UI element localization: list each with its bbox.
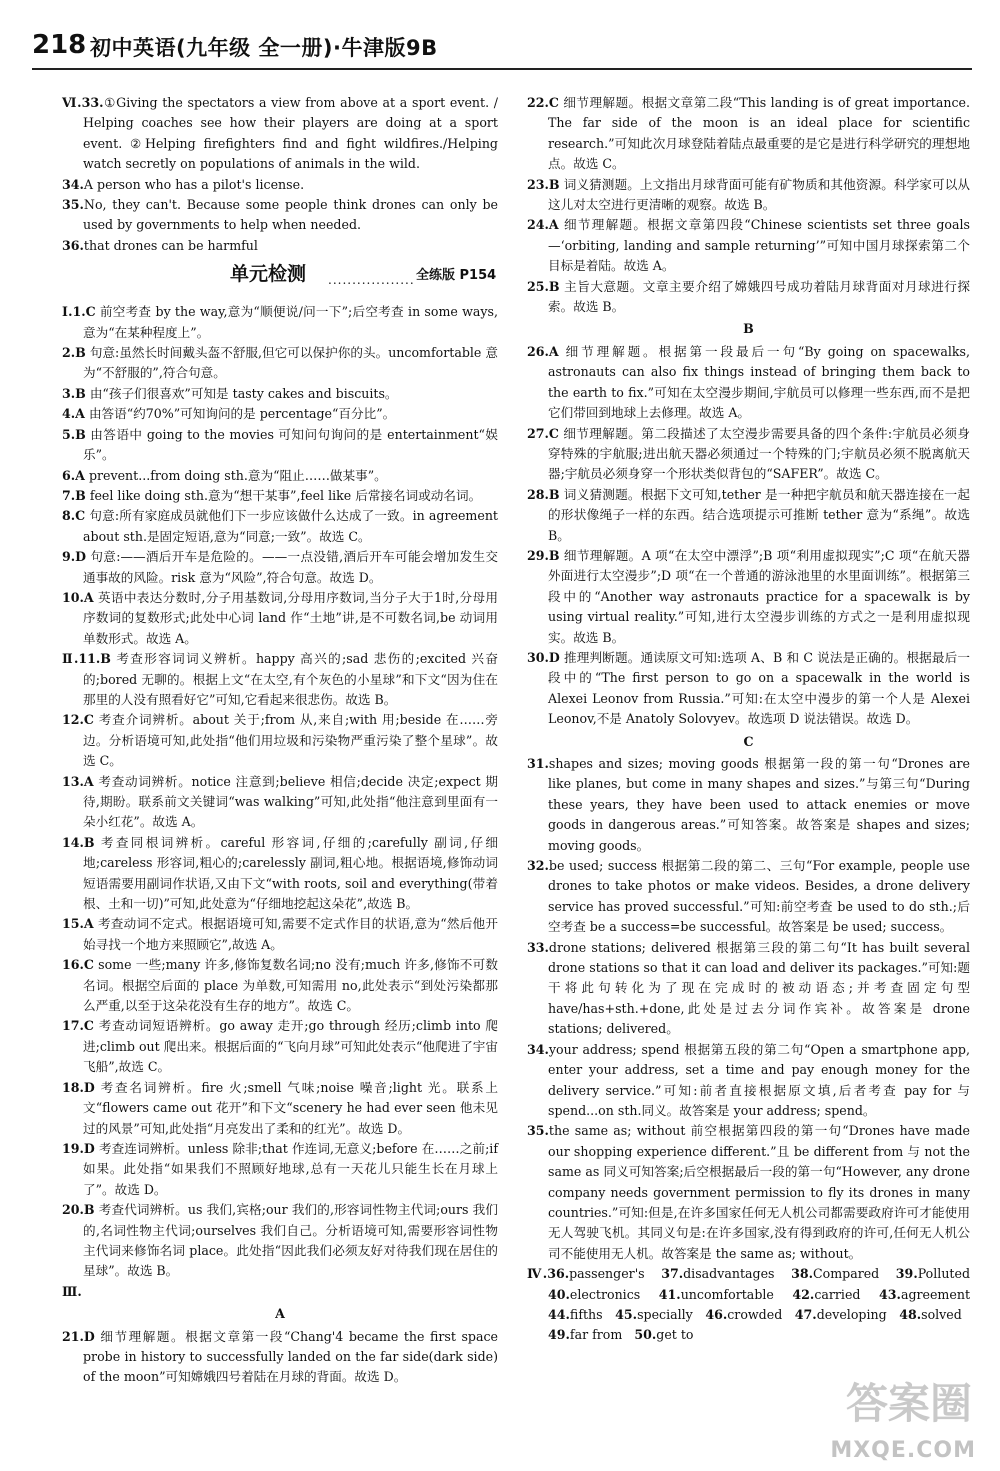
- watermark-url: MXQE.COM: [830, 1438, 976, 1463]
- answer-text: drone stations; delivered 根据第三段的第二句“It has built several drone stations so that it can load and deliver its packages.”可知:题干将此句转化为了现在完成时的被动语态;并考查固定句型 have/has+sth.+done,此处是过去分词作宾补。故答案是 drone stations; delivered。: [548, 939, 970, 1037]
- answer-text: be used; success 根据第二段的第二、三句“For example, people use drones to take photos or make videos. Besides, a drone delivery service has proved successful.”可知:前空考查 be used to do sth.;后空考查 be a success=be successful。故答案是 be used; success。: [548, 858, 970, 935]
- answer-text: 由答语中 going to the movies 可知问句询问的是 entertainment“娱乐”。: [83, 426, 498, 463]
- answer-item: [527, 342, 970, 424]
- answer-word: solved: [921, 1306, 962, 1322]
- answer-word: Compared: [812, 1266, 880, 1282]
- answer-text: 考查同根词辨析。careful 形容词,仔细的;carefully 副词,仔细地;careless 形容词,粗心的;carelessly 副词,粗心地。根据语境,修饰动词短语需要用副词作状语,又由下文“with roots, soil and everything(带着根、土和一切)”可知,此处意为“仔细地挖起这朵花”,故选 B。: [83, 834, 498, 912]
- answer-number: 46.: [705, 1306, 728, 1322]
- answer-number: 48.: [899, 1306, 922, 1322]
- section-iv-label: Ⅳ.: [527, 1266, 548, 1282]
- answer-number: 22.C: [527, 95, 559, 110]
- answer-text: 词义猜测题。上文指出月球背面可能有矿物质和其他资源。科学家可以从这儿对太空进行更清晰的观察。故选 B。: [548, 176, 971, 213]
- answer-number: 3.B: [62, 385, 86, 401]
- answer-item: [62, 404, 498, 424]
- answer-number: 35.: [62, 197, 84, 213]
- answer-text: 主旨大意题。文章主要介绍了嫦娥四号成功着陆月球背面对月球进行探索。故选 B。: [548, 278, 970, 315]
- answer-word: uncomfortable: [680, 1286, 774, 1302]
- answer-word: crowded: [727, 1306, 783, 1322]
- page-reference: 全练版 P154: [416, 268, 497, 284]
- answer-number: 49.: [548, 1327, 570, 1343]
- answer-text: 细节理解题。根据文章第一段“Chang'4 became the first space probe in history to successfully landed on the far side(dark side) of the moon”可知嫦娥四号着陆在月球的背面。故选 D。: [83, 1328, 498, 1385]
- answer-number: 30.D: [527, 649, 560, 665]
- answer-number: 16.C: [62, 957, 94, 973]
- answer-number: 38.: [791, 1266, 813, 1282]
- answer-item: [62, 1078, 498, 1139]
- header-rule: [32, 68, 972, 70]
- section-vi-label: Ⅵ.: [62, 95, 82, 110]
- answer-item: [62, 1016, 498, 1077]
- answer-word: specially: [637, 1306, 693, 1322]
- leader-dots: ..................: [328, 273, 415, 288]
- answer-word: agreement: [900, 1286, 971, 1302]
- answer-text: 考查连词辨析。unless 除非;that 作连词,无意义;before 在……之前;if 如果。此处指“如果我们不照顾好地球,总有一天花儿只能生长在月球上了”。故选 D。: [83, 1140, 499, 1197]
- watermark: [802, 1371, 982, 1463]
- answer-number: 33.: [527, 939, 549, 955]
- answer-item: [62, 1200, 498, 1282]
- answer-number: 6.A: [62, 467, 85, 483]
- answer-item: [62, 486, 498, 506]
- answer-number: 14.B: [62, 834, 95, 850]
- unit-test-title: 单元检测: [230, 263, 307, 286]
- answer-text: 细节理解题。根据第一段最后一句“By going on spacewalks, astronauts can also fix things instead of bringing them back to the earth to fix.”可知在太空漫步期间,宇航员可以修理一些东西,而不是把它们带回到地球上去修理。故选 A。: [548, 343, 970, 421]
- answer-number: 8.C: [62, 508, 86, 524]
- answer-number: 9.D: [62, 549, 87, 565]
- answer-item: [62, 772, 498, 833]
- answer-item: [527, 277, 970, 318]
- book-title: 初中英语(九年级 全一册)·牛津版9B: [90, 36, 438, 60]
- answer-text: 句意:虽然长时间戴头盔不舒服,但它可以保护你的头。uncomfortable 意为“不舒服的”,符合句意。: [83, 345, 498, 381]
- answer-number: 42.: [792, 1286, 815, 1302]
- unit-test-heading: [62, 264, 498, 294]
- answer-word: far from: [569, 1327, 623, 1343]
- answer-item: [62, 1327, 498, 1388]
- answer-text: A person who has a pilot's license.: [83, 176, 305, 192]
- answer-number: 43.: [879, 1286, 901, 1302]
- answer-number: 4.A: [62, 406, 85, 422]
- answer-item: [62, 236, 498, 256]
- answer-number: 37.: [661, 1266, 684, 1282]
- answer-number: 11.B: [78, 651, 111, 667]
- answer-number: 27.C: [527, 425, 559, 441]
- answer-number: 1.C: [72, 304, 96, 320]
- answer-text: 由“孩子们很喜欢”可知是 tasty cakes and biscuits。: [89, 385, 398, 401]
- answer-number: 19.D: [62, 1140, 95, 1156]
- answer-text: 考查形容词词义辨析。happy 高兴的;sad 悲伤的;excited 兴奋的;bored 无聊的。根据上文“在太空,有个灰色的小星球”和下文“因为住在那里的人没有照看好它”可知,它看起来很悲伤。故选 B。: [83, 651, 498, 707]
- left-column: [62, 93, 498, 1388]
- answer-number: 35.: [527, 1123, 549, 1139]
- answer-number: 36.: [62, 237, 84, 253]
- answer-number: 21.D: [62, 1328, 95, 1344]
- answer-number: 17.C: [62, 1018, 94, 1034]
- watermark-logo: 答案圈: [845, 1379, 972, 1428]
- answer-number: 41.: [658, 1286, 681, 1302]
- answer-text: 考查介词辨析。about 关于;from 从,来自;with 用;beside 在……旁边。分析语境可知,此处指“他们用垃圾和污染物严重污染了整个星球”。故选 C。: [83, 712, 498, 769]
- answer-item: [62, 425, 498, 466]
- answer-word: fifths: [569, 1306, 603, 1322]
- answer-item: [527, 648, 970, 730]
- answer-number: 32.: [527, 858, 549, 874]
- answer-text: the same as; without 前空根据第四段的第一句“Drones have made our shopping experience different.”且 be different from 与 not the same as 同义可知答案;后空根据最后一段的第一句“However, any drone company needs government permission to fly its drones in many countries.”可知:但是,在许多国家任何无人机公司都需要政府许可才能使用无人驾驶飞机。其同义句是:在许多国家,没有得到政府的许可,任何无人机公司不能使用无人机。故答案是 the same as; without。: [548, 1123, 970, 1261]
- answer-text: some 一些;many 许多,修饰复数名词;no 没有;much 许多,修饰不可数名词。根据空后面的 place 为单数,可知需用 no,此处表示“到处污染都那么严重,以至于这朵花没有生存的地方”。故选 C。: [83, 957, 498, 1014]
- answer-text: 句意:所有家庭成员就他们下一步应该做什么达成了一致。in agreement about sth.是固定短语,意为“同意;一致”。故选 C。: [83, 508, 498, 544]
- answer-item: [62, 914, 498, 955]
- answer-item: [527, 938, 970, 1040]
- answer-word: disadvantages: [683, 1266, 775, 1282]
- answer-word: Polluted: [917, 1266, 971, 1282]
- answer-number: 15.A: [62, 916, 94, 932]
- answer-word: carried: [814, 1286, 861, 1302]
- answer-text: 细节理解题。A 项“在太空中漂浮”;B 项“利用虚拟现实”;C 项“在航天器外面进行太空漫步”;D 项“在一个普通的游泳池里的水里面训练”。根据第三段中的“Another way astronauts practice for a spacewalk is by using virtual reality.”可知,进行太空漫步训练的方式之一是利用虚拟现实。故选 B。: [548, 547, 970, 645]
- subsection-c-heading: C: [743, 733, 754, 749]
- answer-item: [62, 547, 498, 588]
- answer-item: [62, 466, 498, 486]
- answer-text: 考查代词辨析。us 我们,宾格;our 我们的,形容词性物主代词;ours 我们的,名词性物主代词;ourselves 我们自己。分析语境可知,需要形容词性物主代词来修饰名词 place。此处指“因此我们必须友好对待我们现在居住的星球”。故选 B。: [83, 1202, 498, 1279]
- answer-word: electronics: [569, 1286, 641, 1302]
- answer-item: [527, 424, 970, 485]
- answer-text: 词义猜测题。根据下文可知,tether 是一种把宇航员和航天器连接在一起的形状像绳子一样的东西。结合选项提示可推断 tether 意为“系绳”。故选 B。: [548, 486, 970, 543]
- answer-number: 20.B: [62, 1202, 95, 1218]
- subsection-a-heading: A: [275, 1306, 285, 1322]
- answer-text: ①Giving the spectators a view from above at a sport event. / Helping coaches see how their players are doing at a sport event. ②Helping firefighters find and fight wildfires./Helping watch secretly on populations of animals in the wild.: [83, 95, 498, 172]
- answer-text: 细节理解题。第二段描述了太空漫步需要具备的四个条件:宇航员必须身穿特殊的宇航服;进出航天器必须通过一个特殊的门;宇航员必须不脱离航天器;宇航员必须身穿一个形状类似背包的“SAFER”。故选 C。: [548, 425, 970, 482]
- answer-item: [527, 1121, 970, 1264]
- answer-number: 39.: [895, 1266, 918, 1282]
- answer-item: [62, 343, 498, 384]
- answer-number: 26.A: [527, 343, 559, 359]
- answer-text: prevent...from doing sth.意为“阻止……做某事”。: [88, 467, 387, 483]
- answer-number: 18.D: [62, 1079, 95, 1095]
- answer-number: 24.A: [527, 217, 559, 233]
- answer-item: [527, 1040, 970, 1122]
- answer-number: 47.: [794, 1306, 817, 1322]
- answer-item: [62, 506, 498, 547]
- answer-word: developing: [816, 1306, 887, 1322]
- answer-item: [527, 93, 970, 175]
- answer-number: 5.B: [62, 426, 86, 442]
- answer-number: 12.C: [62, 712, 94, 728]
- answer-text: 考查动词辨析。notice 注意到;believe 相信;decide 决定;expect 期待,期盼。联系前文关键词“was walking”可知,此处指“他注意到里面有一朵小红花”。故选 A。: [83, 773, 498, 830]
- answer-text: feel like doing sth.意为“想干某事”,feel like 后常接名词或动名词。: [89, 487, 482, 503]
- right-column: [527, 93, 970, 1346]
- answer-number: 45.: [615, 1306, 638, 1322]
- answer-item: [62, 649, 498, 710]
- answer-number: 28.B: [527, 486, 560, 502]
- answer-text: 前空考查 by the way,意为“顺便说/问一下”;后空考查 in some ways,意为“在某种程度上”。: [83, 304, 498, 340]
- answer-item: [62, 833, 498, 915]
- answer-item: [62, 175, 498, 195]
- page-number: 218: [32, 30, 87, 60]
- page-header: [32, 30, 972, 74]
- section-label-row: [62, 1282, 498, 1302]
- section-iv-answers: [527, 1264, 970, 1346]
- answer-number: 13.A: [62, 773, 94, 789]
- answer-item: [527, 175, 970, 216]
- answer-item: [527, 546, 970, 648]
- answer-word: get to: [656, 1327, 694, 1343]
- answer-number: 40.: [548, 1286, 570, 1302]
- answer-number: 7.B: [62, 487, 86, 503]
- answer-number: 34.: [527, 1041, 549, 1057]
- answer-item: [62, 588, 498, 649]
- answer-item: [527, 485, 970, 546]
- answer-text: 句意:——酒后开车是危险的。——一点没错,酒后开车可能会增加发生交通事故的风险。risk 意为“风险”,符合句意。故选 D。: [83, 549, 498, 585]
- subsection-b-heading: B: [743, 321, 754, 337]
- answer-item: [527, 215, 970, 276]
- answer-text: 考查动词不定式。根据语境可知,需要不定式作目的状语,意为“然后他开始寻找一个地方来照顾它”,故选 A。: [83, 916, 498, 952]
- answer-text: your address; spend 根据第五段的第二句“Open a smartphone app, enter your address, set a time and pay enough money for the delivery service.”可知:前者直接根据原文填,后者考查 pay for 与 spend...on sth.同义。故答案是 your address; spend。: [548, 1041, 970, 1118]
- answer-number: 44.: [548, 1306, 570, 1322]
- answer-item: [527, 856, 970, 938]
- section-iii-label: Ⅲ.: [62, 1283, 82, 1299]
- answer-text: shapes and sizes; moving goods 根据第一段的第一句“Drones are like planes, but come in many shapes and sizes.”与第三句“During these years, they have been used to attack enemies or move goods in dangerous areas.”可知答案。故答案是 shapes and sizes; moving goods。: [548, 756, 970, 853]
- answer-number: 50.: [634, 1327, 657, 1343]
- answer-text: that drones can be harmful: [83, 237, 258, 253]
- answer-number: 34.: [62, 176, 84, 192]
- answer-item: [62, 710, 498, 771]
- answer-number: 29.B: [527, 547, 560, 563]
- answer-item: [62, 302, 498, 343]
- answer-text: 考查名词辨析。fire 火;smell 气味;noise 噪音;light 光。联系上文“flowers came out 花开”和下文“scenery he had ever seen 他未见过的风景”可知,此处指“月亮发出了柔和的红光”。故选 D。: [83, 1079, 498, 1136]
- answer-text: 推理判断题。通读原文可知:选项 A、B 和 C 说法是正确的。根据最后一段中的“The first person to go on a spacewalk in the world is Alexei Leonov from Russia.”可知:在太空中漫步的第一个人是 Alexei Leonov,不是 Anatoly Solovyev。故选项 D 说法错误。故选 D。: [548, 649, 970, 727]
- answer-text: No, they can't. Because some people think drones can only be used by governments to help when needed.: [83, 197, 498, 233]
- answer-item: [62, 1139, 498, 1200]
- section-ii-label: Ⅱ.: [62, 651, 79, 667]
- answer-text: 英语中表达分数时,分子用基数词,分母用序数词,当分子大于1时,分母用序数词的复数形式;此处中心词 land 作“土地”讲,是不可数名词,be 动词用单数形式。故选 A。: [83, 589, 498, 646]
- answer-word: passenger's: [569, 1266, 645, 1282]
- answer-item: [62, 93, 498, 175]
- section-i-label: Ⅰ.: [62, 304, 73, 320]
- answer-item: [62, 195, 498, 236]
- answer-number: 23.B: [527, 176, 560, 192]
- answer-item: [62, 955, 498, 1016]
- answer-number: 31.: [527, 756, 549, 771]
- answer-text: 考查动词短语辨析。go away 走开;go through 经历;climb into 爬进;climb out 爬出来。根据后面的“飞向月球”可知此处表示“他爬进了宇宙飞船”,故选 C。: [83, 1018, 498, 1075]
- answer-number: 2.B: [62, 345, 86, 361]
- answer-number: 25.B: [527, 278, 560, 294]
- answer-text: 由答语“约70%”可知询问的是 percentage“百分比”。: [88, 406, 396, 422]
- answer-number: 33.: [81, 95, 104, 110]
- answer-text: 细节理解题。根据文章第二段“This landing is of great importance. The far side of the moon is an ideal place for scientific research.”可知此次月球登陆着陆点最重要的是它是进行科学研究的理想地点。故选 C。: [548, 95, 970, 172]
- answer-item: [527, 754, 970, 856]
- answer-text: 细节理解题。根据文章第四段“Chinese scientists set three goals—‘orbiting, landing and sample returning’”可知中国月球探索第二个目标是着陆。故选 A。: [548, 217, 970, 274]
- answer-number: 10.A: [62, 589, 94, 605]
- answer-number: 36.: [547, 1266, 570, 1282]
- answer-item: [62, 384, 498, 404]
